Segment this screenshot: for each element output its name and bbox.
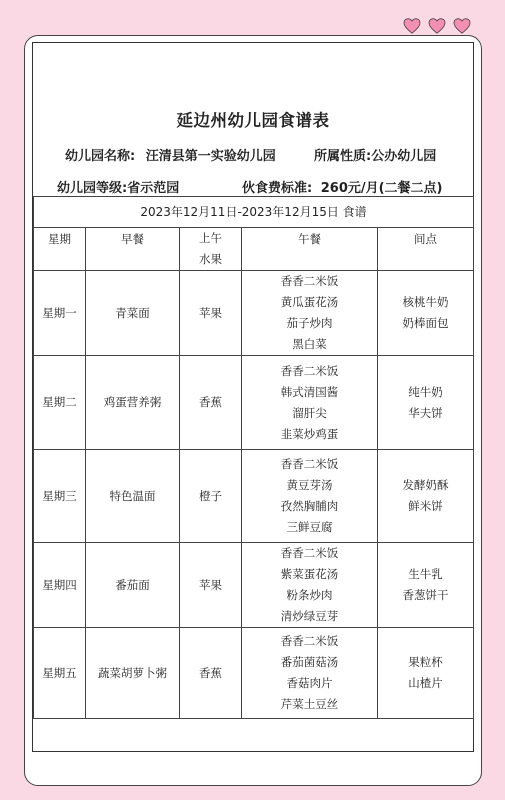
fruit-cell: 苹果 bbox=[180, 543, 242, 628]
breakfast-cell: 青菜面 bbox=[86, 271, 180, 356]
lunch-cell bbox=[242, 628, 378, 719]
snack-item: 果粒杯 bbox=[408, 655, 443, 669]
lunch-item: 芹菜土豆丝 bbox=[280, 697, 339, 711]
lunch-item: 香菇肉片 bbox=[286, 676, 333, 690]
col-snack: 间点 bbox=[378, 228, 474, 271]
snack-item: 生牛乳 bbox=[408, 567, 443, 581]
heart-icon bbox=[428, 18, 446, 34]
col-breakfast: 早餐 bbox=[86, 228, 180, 271]
nature-label: 所属性质: bbox=[314, 149, 372, 164]
lunch-item: 溜肝尖 bbox=[292, 405, 327, 420]
snack-item: 纯牛奶 bbox=[408, 384, 443, 399]
snack-cell bbox=[378, 450, 474, 543]
weekday-cell: 星期四 bbox=[34, 543, 86, 628]
breakfast-cell: 特色温面 bbox=[86, 450, 180, 543]
fee-value: 260元/月(二餐二点) bbox=[320, 181, 443, 196]
kindergarten-name bbox=[65, 145, 276, 164]
grade-label: 幼儿园等级: bbox=[57, 181, 128, 196]
fruit-cell: 橙子 bbox=[180, 450, 242, 543]
lunch-item: 香香二米饭 bbox=[280, 363, 339, 378]
kindergarten-nature bbox=[314, 145, 436, 164]
breakfast-cell: 蔬菜胡萝卜粥 bbox=[86, 628, 180, 719]
lunch-item: 黄豆芽汤 bbox=[286, 478, 333, 492]
date-range: 2023年12月11日-2023年12月15日 食谱 bbox=[34, 197, 474, 228]
menu-table bbox=[33, 196, 474, 719]
table-row bbox=[34, 543, 474, 628]
breakfast-cell: 鸡蛋营养粥 bbox=[86, 356, 180, 450]
lunch-item: 清炒绿豆芽 bbox=[280, 609, 339, 623]
col-fruit bbox=[180, 228, 242, 271]
lunch-item: 黑白菜 bbox=[292, 337, 327, 351]
snack-item: 山楂片 bbox=[408, 676, 443, 690]
meal-fee bbox=[242, 177, 443, 196]
table-row bbox=[34, 628, 474, 719]
lunch-cell bbox=[242, 356, 378, 450]
lunch-item: 香香二米饭 bbox=[280, 546, 339, 560]
weekday-cell: 星期三 bbox=[34, 450, 86, 543]
table-row bbox=[34, 271, 474, 356]
table-header bbox=[34, 228, 474, 271]
snack-item: 发酵奶酥 bbox=[402, 478, 449, 492]
table-row bbox=[34, 356, 474, 450]
heart-icon bbox=[453, 18, 471, 34]
kindergarten-name-value: 汪清县第一实验幼儿园 bbox=[145, 149, 276, 164]
lunch-item: 粉条炒肉 bbox=[286, 588, 333, 602]
col-weekday: 星期 bbox=[34, 228, 86, 271]
menu-sheet bbox=[32, 42, 474, 752]
lunch-item: 番茄菌菇汤 bbox=[280, 655, 339, 669]
snack-cell bbox=[378, 356, 474, 450]
snack-item: 核桃牛奶 bbox=[402, 295, 449, 309]
breakfast-cell: 番茄面 bbox=[86, 543, 180, 628]
lunch-item: 韩式清国酱 bbox=[280, 384, 339, 399]
lunch-cell bbox=[242, 450, 378, 543]
snack-item: 华夫饼 bbox=[408, 405, 443, 420]
lunch-item: 韭菜炒鸡蛋 bbox=[280, 426, 339, 441]
col-lunch: 午餐 bbox=[242, 228, 378, 271]
kindergarten-name-label: 幼儿园名称: bbox=[65, 149, 136, 164]
lunch-item: 孜然胸脯肉 bbox=[280, 499, 339, 513]
kindergarten-grade bbox=[57, 177, 179, 196]
table-row bbox=[34, 450, 474, 543]
grade-value: 省示范园 bbox=[127, 181, 180, 196]
lunch-item: 紫菜蛋花汤 bbox=[280, 567, 339, 581]
snack-item: 鲜米饼 bbox=[408, 499, 443, 513]
snack-cell bbox=[378, 628, 474, 719]
snack-cell bbox=[378, 543, 474, 628]
snack-item: 奶棒面包 bbox=[402, 316, 449, 330]
fruit-cell: 香蕉 bbox=[180, 356, 242, 450]
lunch-cell bbox=[242, 543, 378, 628]
snack-item: 香葱饼干 bbox=[402, 588, 449, 602]
lunch-item: 三鲜豆腐 bbox=[286, 520, 333, 534]
col-fruit-line2: 水果 bbox=[199, 252, 222, 266]
weekday-cell: 星期一 bbox=[34, 271, 86, 356]
heart-icon bbox=[403, 18, 421, 34]
lunch-item: 茄子炒肉 bbox=[286, 316, 333, 330]
fruit-cell: 苹果 bbox=[180, 271, 242, 356]
lunch-item: 香香二米饭 bbox=[280, 634, 339, 648]
date-range-row bbox=[34, 197, 474, 228]
page-title: 延边州幼儿园食谱表 bbox=[176, 111, 330, 130]
fee-label: 伙食费标准: bbox=[242, 181, 313, 196]
hearts-decoration bbox=[403, 18, 471, 34]
lunch-item: 香香二米饭 bbox=[280, 457, 339, 471]
lunch-item: 香香二米饭 bbox=[280, 274, 339, 288]
col-fruit-line1: 上午 bbox=[199, 231, 222, 245]
fruit-cell: 香蕉 bbox=[180, 628, 242, 719]
lunch-cell bbox=[242, 271, 378, 356]
weekday-cell: 星期二 bbox=[34, 356, 86, 450]
nature-value: 公办幼儿园 bbox=[371, 149, 437, 164]
weekday-cell: 星期五 bbox=[34, 628, 86, 719]
snack-cell bbox=[378, 271, 474, 356]
lunch-item: 黄瓜蛋花汤 bbox=[280, 295, 339, 309]
